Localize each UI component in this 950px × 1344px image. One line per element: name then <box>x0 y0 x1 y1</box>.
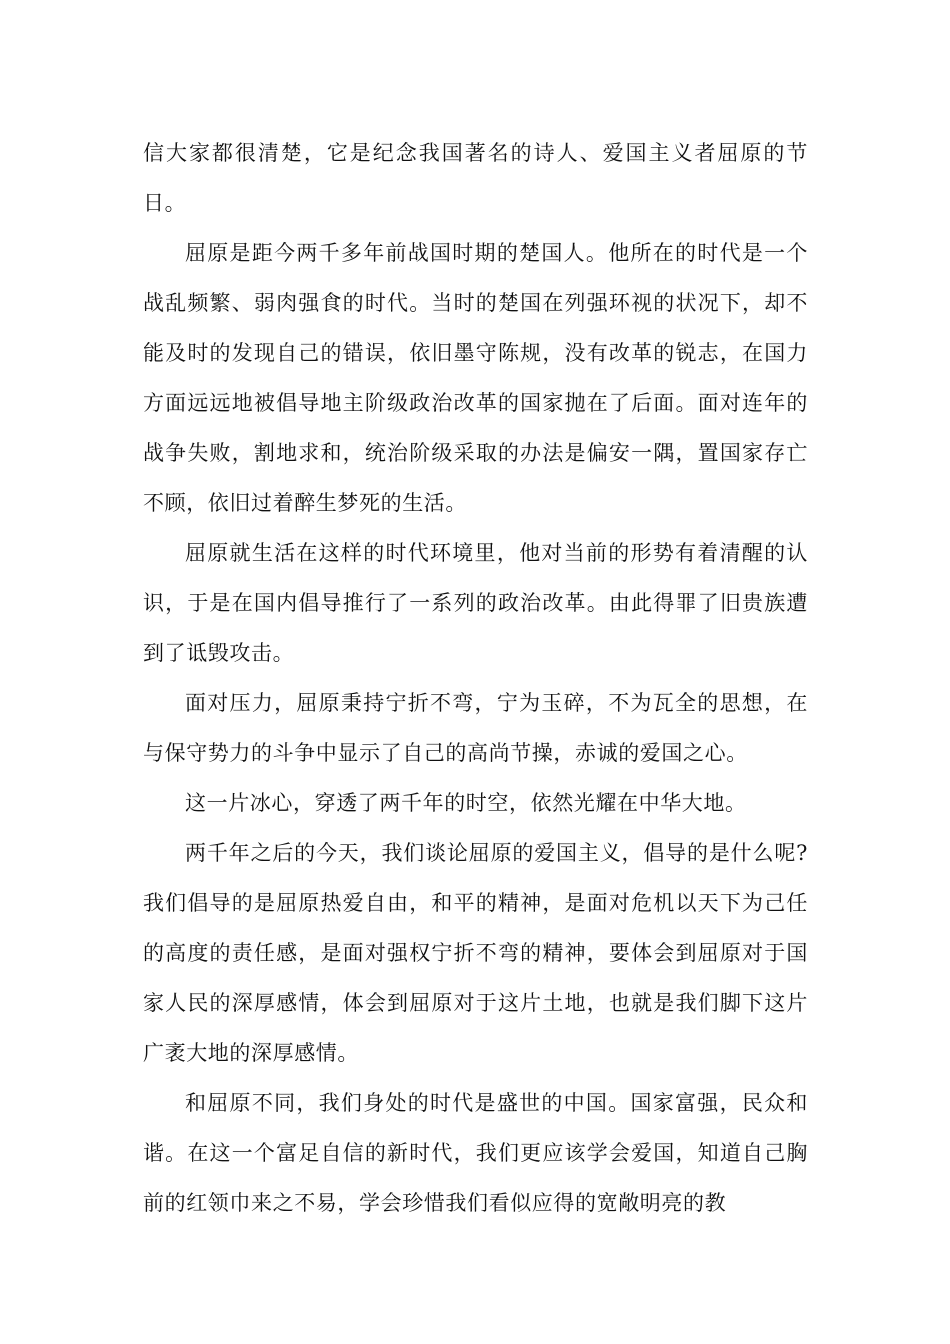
paragraph-3: 屈原就生活在这样的时代环境里，他对当前的形势有着清醒的认识，于是在国内倡导推行了一系列的政治改革。由此得罪了旧贵族遭到了诋毁攻击。 <box>143 541 808 665</box>
document-body <box>143 128 808 1228</box>
paragraph-6: 两千年之后的今天，我们谈论屈原的爱国主义，倡导的是什么呢?我们倡导的是屈原热爱自由，和平的精神，是面对危机以天下为己任的高度的责任感，是面对强权宁折不弯的精神，要体会到屈原对于国家人民的深厚感情，体会到屈原对于这片土地，也就是我们脚下这片广袤大地的深厚感情。 <box>143 841 808 1065</box>
paragraph-1: 信大家都很清楚，它是纪念我国著名的诗人、爱国主义者屈原的节日。 <box>143 141 808 215</box>
paragraph-7: 和屈原不同，我们身处的时代是盛世的中国。国家富强，民众和谐。在这一个富足自信的新时代，我们更应该学会爱国，知道自己胸前的红领巾来之不易，学会珍惜我们看似应得的宽敞明亮的教 <box>143 1091 808 1215</box>
paragraph-4: 面对压力，屈原秉持宁折不弯，宁为玉碎，不为瓦全的思想，在与保守势力的斗争中显示了自己的高尚节操，赤诚的爱国之心。 <box>143 691 808 765</box>
paragraph-5: 这一片冰心，穿透了两千年的时空，依然光耀在中华大地。 <box>185 791 747 815</box>
paragraph-2: 屈原是距今两千多年前战国时期的楚国人。他所在的时代是一个战乱频繁、弱肉强食的时代。当时的楚国在列强环视的状况下，却不能及时的发现自己的错误，依旧墨守陈规，没有改革的锐志，在国力方面远远地被倡导地主阶级政治改革的国家抛在了后面。面对连年的战争失败，割地求和，统治阶级采取的办法是偏安一隅，置国家存亡不顾，依旧过着醉生梦死的生活。 <box>143 241 808 515</box>
